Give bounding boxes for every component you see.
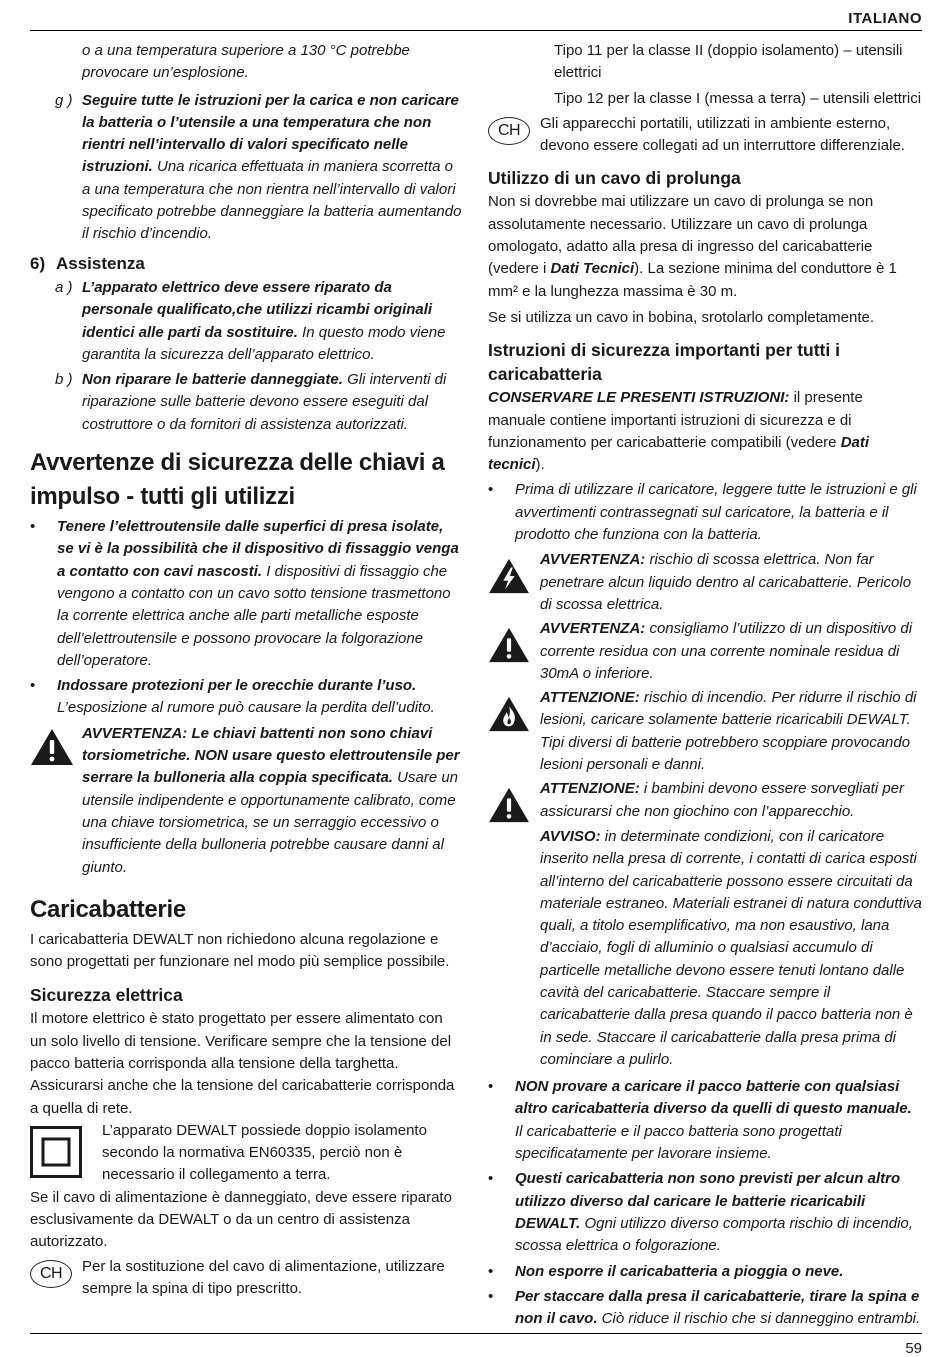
item-label: g ) [55, 91, 73, 109]
switzerland-ch-icon: CH [488, 117, 530, 145]
list-item-a [30, 277, 462, 366]
heading-istruzioni: Istruzioni di sicurezza importanti per tutti i caricabatteria [488, 340, 840, 385]
list-item-g [30, 90, 462, 246]
section-heading-assistenza [30, 253, 462, 275]
warning-bold-text: AVVERTENZA: [540, 551, 646, 569]
warning-block [30, 723, 462, 879]
bullet-dot: • [488, 1078, 494, 1096]
bullet-bold-text: Questi caricabatteria non sono previsti per alcun altro utilizzo diverso dal caricare le batterie ricaricabili DEWALT. [515, 1170, 901, 1232]
bullet-item [488, 1076, 922, 1165]
warning-block-children [488, 778, 922, 823]
prolunga-text-part: Non si dovrebbe mai utilizzare un cavo di prolunga se non assolutamente necessario. Utilizzare un cavo di prolunga omologato, adatto alla presa di ingresso del caricabatterie (vedere i [488, 193, 874, 278]
avviso-block [488, 826, 922, 1071]
bullet-text: Ogni utilizzo diverso comporta rischio di incendio, scossa elettrica o folgorazione. [515, 1214, 913, 1255]
language-label: ITALIANO [848, 10, 922, 27]
bullet-dot: • [488, 1287, 494, 1305]
bullet-dot: • [488, 1262, 494, 1280]
bullet-item [30, 675, 462, 720]
conservare-text [488, 387, 922, 476]
item-bold-text: Non riparare le batterie danneggiate. [82, 371, 343, 389]
bullet-dot: • [488, 481, 494, 499]
warning-text: rischio di incendio. Per ridurre il rischio di lesioni, caricare solamente batterie ricaricabili DEWALT. Tipi diversi di batterie potrebbero scoppiare provocando lesioni personali e danni. [540, 689, 917, 774]
warning-text: Usare un utensile indipendente e opportunamente calibrato, come una chiave torsiometrica, se un serraggio eccessivo o insufficiente della bulloneria potrebbe causare danni al giunto. [82, 769, 459, 876]
right-column [488, 40, 922, 1330]
ch-text: Gli apparecchi portatili, utilizzati in ambiente esterno, devono essere collegati ad un interruttore differenziale. [540, 114, 905, 155]
item-label: b ) [55, 371, 73, 389]
bullet-item [488, 1261, 922, 1283]
warning-bold-text: ATTENZIONE: [540, 780, 640, 798]
bullet-text: Ciò riduce il rischio che si danneggino entrambi. [597, 1310, 921, 1328]
continuation-text: o a una temperatura superiore a 130 °C potrebbe provocare un’esplosione. [82, 42, 410, 82]
bullet-dot: • [30, 518, 36, 536]
conservare-text-part: ). [535, 456, 545, 474]
warning-bold-text: AVVERTENZA: Le chiavi battenti non sono chiavi torsiometriche. NON usare questo elettroutensile per serrare la bulloneria alla coppia specificata. [82, 724, 460, 787]
warning-text: i bambini devono essere sorvegliati per assicurarsi che non giochino con l’apparecchio. [540, 780, 905, 820]
avviso-bold-text: AVVISO: [540, 827, 601, 845]
warning-bold-text: AVVERTENZA: [540, 620, 646, 638]
heading-avvertenze: Avvertenze di sicurezza delle chiavi a impulso - tutti gli utilizzi [30, 449, 445, 511]
dati-tecnici-ref: Dati Tecnici [550, 260, 635, 278]
bullet-dot: • [488, 1170, 494, 1188]
heading-caricabatterie: Caricabatterie [30, 895, 186, 923]
warning-block-fire [488, 687, 922, 776]
page-header [30, 0, 922, 31]
double-insulation-icon [30, 1126, 82, 1178]
item-text: Gli interventi di riparazione sulle batterie devono essere eseguiti dal costruttore o da fornitori di assistenza autorizzati. [82, 371, 447, 433]
warning-triangle-icon [30, 727, 74, 767]
section-number: 6) [30, 253, 46, 273]
left-column [30, 40, 462, 1300]
bullet-bold-text: Per staccare dalla presa il caricabatterie, tirare la spina e non il cavo. [515, 1287, 920, 1328]
fire-warning-icon [488, 695, 530, 733]
tipo12-text: Tipo 12 per la classe I (messa a terra) – utensili elettrici [554, 89, 922, 107]
warning-triangle-icon [488, 626, 530, 664]
warning-triangle-icon [488, 786, 530, 824]
ch-block [488, 113, 922, 158]
page-footer [30, 1333, 922, 1357]
prolunga-text [488, 191, 922, 302]
conservare-bold: CONSERVARE LE PRESENTI ISTRUZIONI: [488, 389, 790, 407]
warning-bold-text: ATTENZIONE: [540, 689, 640, 707]
item-text: In questo modo viene garantita la sicurezza dell’apparato elettrico. [82, 323, 446, 363]
bullet-text: L’esposizione al rumore può causare la perdita dell’udito. [57, 699, 435, 717]
bullet-item [488, 479, 922, 546]
bullet-text: Il caricabatterie e il pacco batteria sono progettati specificatamente per lavorare insieme. [515, 1122, 842, 1163]
avviso-text: in determinate condizioni, con il caricatore inserito nella presa di corrente, i contatti di carica esposti all’interno del caricabatterie possono essere circuitati da materiale estraneo. Materiali estranei di natura conduttiva quali, a titolo esemplificativo, ma non esaustivo, lana d’acciaio, fogli di alluminio o qualsiasi accumulo di particelle metalliche devono essere tenuti lontano dalle cavità del caricabatterie. Staccare sempre il caricabatterie dalla presa quando il pacco batteria non è in sede. Staccare il caricabatterie dalla presa prima di cominciare a pulirlo. [540, 827, 922, 1068]
item-bold-text: Seguire tutte le istruzioni per la carica e non caricare la batteria o l’utensile a una temperatura che non rientri nell’intervallo di valori specificato nelle istruzioni. [82, 91, 459, 176]
bobina-text: Se si utilizza un cavo in bobina, srotolarlo completamente. [488, 308, 875, 326]
page-number: 59 [905, 1340, 922, 1357]
bullet-item [488, 1286, 922, 1331]
bullet-bold-text: Tenere l’elettroutensile dalle superfici di presa isolate, se vi è la possibilità che il dispositivo di fissaggio venga a contatto con cavi nascosti. [57, 518, 459, 580]
caricabatterie-text: I caricabatteria DEWALT non richiedono alcuna regolazione e sono progettati per funzionare nel modo più semplice possibile. [30, 930, 450, 971]
ch-text: Per la sostituzione del cavo di alimentazione, utilizzare sempre la spina di tipo prescritto. [82, 1257, 445, 1297]
warning-block-shock [488, 549, 922, 616]
bullet-bold-text: NON provare a caricare il pacco batterie con qualsiasi altro caricabatteria diverso da quelli di questo manuale. [515, 1078, 912, 1118]
conservare-text-part: il presente manuale contiene importanti istruzioni di sicurezza e di funzionamento per caricabatterie compatibili (vedere [488, 389, 863, 451]
item-bold-text: L’apparato elettrico deve essere riparato da personale qualificato,che utilizzi ricambi originali identici alle parti da sostituire. [82, 278, 433, 341]
item-text: Una ricarica effettuata in maniera scorretta o a una temperatura che non rientra nell’intervallo di valori specificato potrebbe danneggiare la batteria aumentando il rischio d’incendio. [82, 158, 462, 243]
warning-text: rischio di scossa elettrica. Non far penetrare alcun liquido dentro al caricabatterie. Pericolo di scossa elettrica. [540, 551, 912, 613]
warning-block-rcd [488, 618, 922, 685]
tipo11-text: Tipo 11 per la classe II (doppio isolamento) – utensili elettrici [554, 42, 903, 82]
prolunga-text-part: ). La sezione minima del conduttore è 1 mm² e la lunghezza massima è 30 m. [488, 260, 897, 300]
cavo-text: Se il cavo di alimentazione è danneggiato, deve essere riparato esclusivamente da DEWALT o da un centro di assistenza autorizzato. [30, 1188, 452, 1251]
bullet-text: I dispositivi di fissaggio che vengono a contatto con un cavo sotto tensione trasmettono la corrente elettrica anche alle parti metalliche esposte dell’elettroutensile e possono provocare la folgorazione dell’operatore. [57, 562, 451, 669]
section-title: Assistenza [56, 253, 145, 273]
double-insulation-text: L’apparato DEWALT possiede doppio isolamento secondo la normativa EN60335, perciò non è necessario il collegamento a terra. [102, 1121, 427, 1184]
dati-tecnici-ref: Dati tecnici [488, 433, 870, 474]
bullet-text: Prima di utilizzare il caricatore, leggere tutte le istruzioni e gli avvertimenti contrassegnati sul caricatore, la batteria e il prodotto che funziona con la batteria. [515, 481, 917, 544]
warning-text: consigliamo l’utilizzo di un dispositivo di corrente residua con una corrente nominale residua di 30mA o inferiore. [540, 620, 913, 682]
bullet-item [488, 1168, 922, 1257]
switzerland-ch-icon: CH [30, 1260, 72, 1288]
heading-prolunga: Utilizzo di un cavo di prolunga [488, 168, 741, 189]
bullet-bold-text: Indossare protezioni per le orecchie durante l’uso. [57, 677, 417, 695]
ch-block [30, 1256, 462, 1301]
electric-shock-warning-icon [488, 557, 530, 595]
bullet-dot: • [30, 677, 36, 695]
item-label: a ) [55, 278, 73, 296]
bullet-bold-text: Non esporre il caricabatteria a pioggia o neve. [515, 1262, 844, 1280]
sicurezza-text: Il motore elettrico è stato progettato per essere alimentato con un solo livello di tensione. Verificare sempre che la tensione del pacco batteria corrisponda alla tensione della targhetta. Assicurarsi anche che la tensione del caricabatterie corrisponda a quella di rete. [30, 1010, 455, 1117]
list-item-b [30, 369, 462, 436]
bullet-item [30, 516, 462, 672]
heading-sicurezza-elettrica: Sicurezza elettrica [30, 985, 183, 1006]
double-insulation-block [30, 1120, 462, 1187]
